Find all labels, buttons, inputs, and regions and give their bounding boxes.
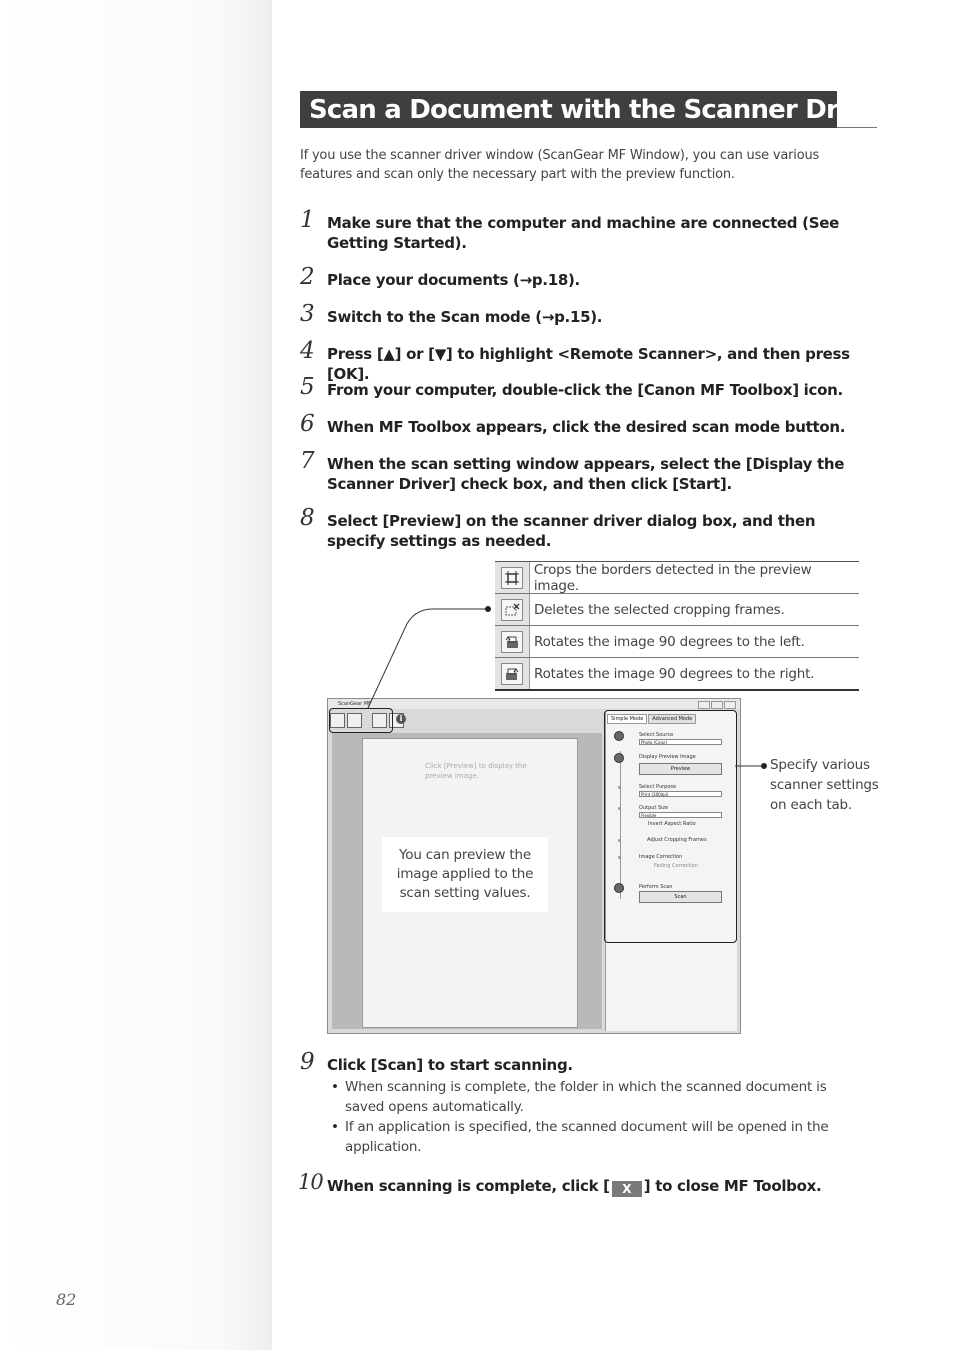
step-10: [298, 1170, 875, 1197]
step-number: 6: [300, 411, 315, 437]
tab-advanced-mode: Advanced Mode: [648, 714, 696, 724]
image-correction-label: Image Correction: [639, 854, 683, 860]
step-text-after: ] to close MF Toolbox.: [643, 1177, 822, 1195]
step-text: Make sure that the computer and machine are connected (See Getting Started).: [327, 214, 839, 252]
icon-description: Deletes the selected cropping frames.: [534, 601, 785, 618]
select-source-dropdown: Photo (Color): [639, 739, 722, 745]
page-title: Scan a Document with the Scanner Driver: [309, 95, 892, 125]
step-text: From your computer, double-click the [Canon MF Toolbox] icon.: [327, 381, 843, 399]
info-icon: i: [396, 714, 406, 724]
intro-paragraph: If you use the scanner driver window (ScanGear MF Window), you can use various features and scan only the necessary part with the preview function.: [300, 148, 820, 182]
step-text: When MF Toolbox appears, click the desired scan mode button.: [327, 418, 846, 436]
preview-hint: Click [Preview] to display the preview image.: [425, 762, 527, 780]
step-number: 4: [300, 338, 315, 364]
step-number: 10: [298, 1170, 323, 1194]
step-text: Click [Scan] to start scanning.: [327, 1056, 573, 1074]
step-9-notes: [330, 1078, 865, 1158]
step-number: 5: [300, 374, 315, 400]
output-size-label: Output Size: [639, 805, 669, 811]
close-toolbox-icon: X: [612, 1181, 642, 1197]
tab-simple-mode: Simple Mode: [607, 714, 647, 724]
output-size-dropdown: Flexible: [639, 812, 722, 818]
step-text: Select [Preview] on the scanner driver dialog box, and then specify settings as needed.: [327, 512, 816, 550]
step-number: 7: [300, 448, 315, 474]
step-text-before: When scanning is complete, click [: [327, 1177, 610, 1195]
perform-scan-label: Perform Scan: [639, 884, 673, 890]
step-number: 8: [300, 505, 315, 531]
step-text: Press [▲] or [▼] to highlight <Remote Scanner>, and then press [OK].: [327, 345, 850, 383]
preview-callout: You can preview the image applied to the scan setting values.: [382, 837, 548, 912]
invert-aspect-label: Invert Aspect Ratio: [648, 821, 696, 827]
step-9: [300, 1049, 875, 1075]
step-text: Place your documents (→p.18).: [327, 271, 580, 289]
step-text: [327, 1176, 875, 1197]
window-title: ScanGear MF: [338, 701, 372, 707]
step-text: Switch to the Scan mode (→p.15).: [327, 308, 603, 326]
icon-description: Crops the borders detected in the preview image.: [533, 561, 812, 594]
note-bullet: • If an application is specified, the scanned document will be opened in the application.: [330, 1118, 865, 1157]
scan-button: Scan: [639, 891, 722, 903]
icon-description: Rotates the image 90 degrees to the left.: [534, 633, 805, 650]
display-preview-label: Display Preview Image: [639, 754, 696, 760]
tab-callout: Specify various scanner settings on each tab.: [770, 757, 879, 813]
page-number: 82: [56, 1290, 77, 1309]
fading-correction-label: Fading Correction: [654, 863, 698, 869]
step-number: 3: [300, 301, 315, 327]
step-text: When the scan setting window appears, select the [Display the Scanner Driver] check box, and then click [Start].: [327, 455, 845, 493]
step-number: 9: [300, 1049, 315, 1075]
preview-button: Preview: [639, 763, 722, 775]
select-source-label: Select Source: [639, 732, 674, 738]
step-number: 1: [300, 207, 315, 233]
adjust-cropping-label: Adjust Cropping Frames: [647, 837, 707, 843]
select-purpose-dropdown: Print (300dpi): [639, 791, 722, 797]
step-number: 2: [300, 264, 315, 290]
icon-description: Rotates the image 90 degrees to the right.: [534, 665, 815, 682]
note-bullet: • When scanning is complete, the folder in which the scanned document is saved opens automatically.: [330, 1078, 865, 1117]
select-purpose-label: Select Purpose: [639, 784, 677, 790]
